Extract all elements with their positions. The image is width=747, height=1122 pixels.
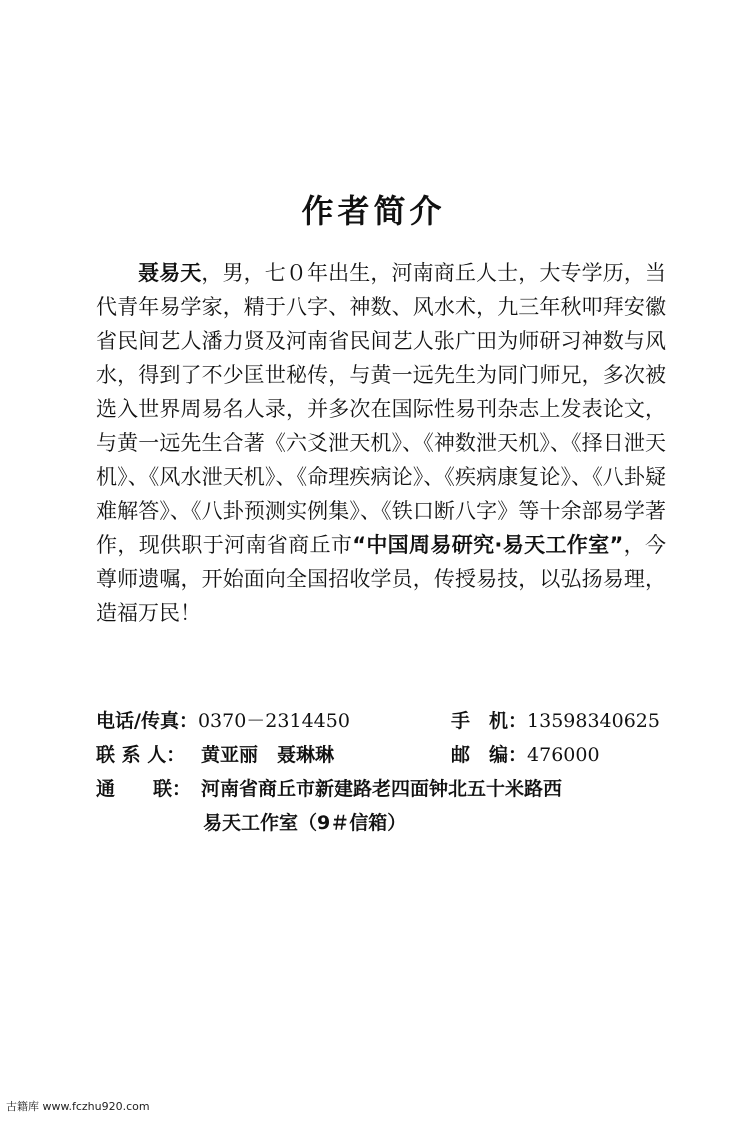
contact-row-address-2 <box>96 806 676 840</box>
address-label: 通 联： <box>96 778 192 800</box>
address-line-1: 河南省商丘市新建路老四面钟北五十米路西 <box>201 778 563 800</box>
person-value: 黄亚丽 聂琳琳 <box>201 744 335 766</box>
organization-name: “中国周易研究·易天工作室” <box>352 533 624 557</box>
contact-row-address <box>96 772 676 806</box>
bio-text-1: ，男，七０年出生，河南商丘人士，大专学历，当代青年易学家，精于八字、神数、风水术，九三年秋叩拜安徽省民间艺人潘力贤及河南省民间艺人张广田为师研习神数与风水，得到了不少匡世秘传，与黄一远先生为同门师兄，多次被选入世界周易名人录，并多次在国际性易刊杂志上发表论文，与黄一远先生合著《六爻泄天机》、《神数泄天机》、《择日泄天机》、《风水泄天机》、《命理疾病论》、《疾病康复论》、《八卦疑难解答》、《八卦预测实例集》、《铁口断八字》等十余部易学著作，现供职于河南省商丘市 <box>96 261 666 557</box>
site-watermark: 古籍库 www.fczhu920.com <box>6 1100 150 1113</box>
mobile-value: 13598340625 <box>527 710 660 732</box>
contact-row-phone <box>96 704 676 738</box>
bio-text-2: ，今尊师遗嘱，开始面向全国招收学员，传授易技，以弘扬易理，造福万民！ <box>96 533 666 625</box>
phone-label: 电话/传真： <box>96 710 198 732</box>
zip-value: 476000 <box>527 744 600 766</box>
address-line-2: 易天工作室（9＃信箱） <box>203 812 407 834</box>
person-label: 联 系 人： <box>96 744 186 766</box>
contact-block <box>96 704 676 840</box>
phone-value: 0370－2314450 <box>197 710 350 732</box>
mobile-label: 手 机： <box>451 710 528 732</box>
page-title: 作者简介 <box>301 192 446 230</box>
contact-row-person <box>96 738 676 772</box>
author-name: 聂易天 <box>138 261 202 285</box>
zip-label: 邮 编： <box>451 744 528 766</box>
author-bio <box>96 256 666 630</box>
